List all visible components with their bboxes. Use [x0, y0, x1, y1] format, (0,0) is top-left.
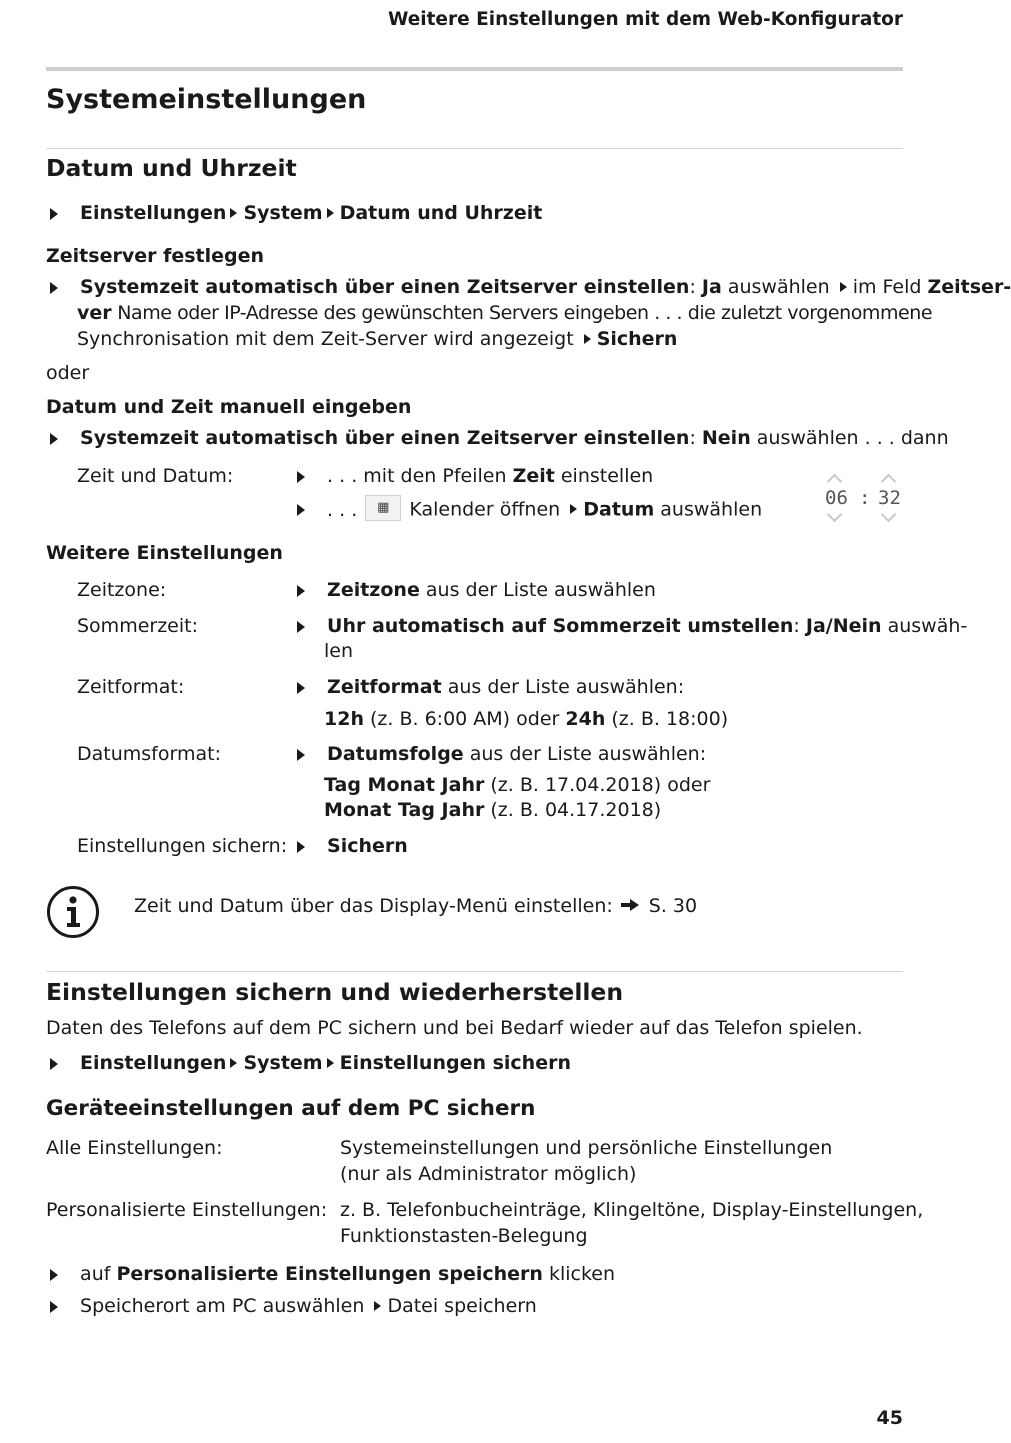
timezone-label: Zeitzone:: [77, 579, 167, 601]
step-bullet-icon: [50, 208, 58, 220]
page-number: 45: [876, 1407, 903, 1429]
timeserver-step-line1: Systemzeit automatisch über einen Zeitserver einstellen: Ja auswählen im Feld Zeitser-: [50, 276, 1011, 298]
time-hours: 06: [825, 487, 848, 509]
info-icon: [46, 885, 94, 933]
nav-path-backup: [50, 1052, 571, 1074]
step-bullet-icon: [297, 621, 305, 633]
path-separator-icon: [230, 1058, 237, 1068]
section-title-datetime: Datum und Uhrzeit: [46, 154, 297, 182]
step-bullet-icon: [50, 282, 58, 294]
step-bullet-icon: [297, 504, 305, 516]
timeformat-label: Zeitformat:: [77, 676, 185, 698]
section-divider: [46, 148, 903, 149]
nav-path-datetime: [50, 202, 542, 224]
step-separator-icon: [584, 334, 591, 344]
minute-down-icon: [881, 507, 897, 523]
step-bullet-icon: [297, 749, 305, 761]
dst-label: Sommerzeit:: [77, 615, 198, 637]
running-header: Weitere Einstellungen mit dem Web-Konfigurator: [387, 9, 903, 30]
reference-arrow-icon: [621, 899, 639, 911]
dateformat-option-1: Tag Monat Jahr (z. B. 17.04.2018) oder: [324, 774, 711, 796]
section-title-backup: Einstellungen sichern und wiederherstellen: [46, 978, 624, 1006]
path-item: Einstellungen: [80, 202, 227, 224]
all-settings-desc-1: Systemeinstellungen und persönliche Einstellungen: [340, 1137, 833, 1159]
all-settings-label: Alle Einstellungen:: [46, 1137, 223, 1159]
time-minutes: 32: [878, 487, 901, 509]
path-separator-icon: [230, 208, 237, 218]
save-settings-step: Sichern: [297, 835, 408, 857]
timeserver-step-line2: ver Name oder IP-Adresse des gewünschten Servers eingeben . . . die zuletzt vorgenommene: [77, 302, 933, 324]
subsection-title-timeserver: Zeitserver festlegen: [46, 245, 265, 267]
step-bullet-icon: [297, 841, 305, 853]
timeserver-step-line3: Synchronisation mit dem Zeit-Server wird angezeigt Sichern: [77, 328, 678, 350]
path-item: Datum und Uhrzeit: [339, 202, 543, 224]
personal-settings-label: Personalisierte Einstellungen:: [46, 1199, 328, 1221]
step-bullet-icon: [297, 682, 305, 694]
path-item: Einstellungen: [80, 1052, 227, 1074]
backup-intro: Daten des Telefons auf dem PC sichern und bei Bedarf wieder auf das Telefon spielen.: [46, 1017, 863, 1039]
time-step: . . . mit den Pfeilen Zeit einstellen: [297, 465, 653, 487]
subsection-title-further: Weitere Einstellungen: [46, 542, 283, 564]
step-bullet-icon: [297, 585, 305, 597]
all-settings-desc-2: (nur als Administrator möglich): [340, 1163, 637, 1185]
step-bullet-icon: [50, 433, 58, 445]
time-separator: :: [859, 487, 871, 509]
backup-step-2: Speicherort am PC auswählen Datei speichern: [50, 1295, 537, 1317]
personal-settings-desc-2: Funktionstasten-Belegung: [340, 1225, 588, 1247]
subsection-title-backup: Geräteeinstellungen auf dem PC sichern: [46, 1096, 536, 1121]
save-settings-label: Einstellungen sichern:: [77, 835, 288, 857]
path-item: System: [243, 202, 323, 224]
step-separator-icon: [570, 504, 577, 514]
subsection-title-manual: Datum und Zeit manuell eingeben: [46, 396, 412, 418]
personal-settings-desc-1: z. B. Telefonbucheinträge, Klingeltöne, Display-Einstellungen,: [340, 1199, 924, 1221]
dst-step-cont: len: [324, 640, 354, 662]
step-bullet-icon: [297, 471, 305, 483]
timeformat-options: 12h (z. B. 6:00 AM) oder 24h (z. B. 18:00): [324, 708, 729, 730]
calendar-icon: ▦: [365, 495, 401, 521]
date-step: . . . ▦ Kalender öffnen Datum auswählen: [297, 497, 762, 523]
backup-step-1: auf Personalisierte Einstellungen speichern klicken: [50, 1263, 615, 1285]
dst-step: Uhr automatisch auf Sommerzeit umstellen: Ja/Nein auswäh-: [297, 615, 967, 637]
page-title: Systemeinstellungen: [46, 84, 367, 115]
section-divider: [46, 971, 903, 972]
path-item: System: [243, 1052, 323, 1074]
or-text: oder: [46, 362, 90, 384]
step-separator-icon: [374, 1301, 381, 1311]
dateformat-label: Datumsformat:: [77, 743, 221, 765]
manual-step: Systemzeit automatisch über einen Zeitserver einstellen: Nein auswählen . . . dann: [50, 427, 949, 449]
step-bullet-icon: [50, 1058, 58, 1070]
dateformat-step: Datumsfolge aus der Liste auswählen:: [297, 743, 706, 765]
info-note: Zeit und Datum über das Display-Menü einstellen: S. 30: [134, 895, 698, 917]
step-separator-icon: [840, 282, 847, 292]
path-item: Einstellungen sichern: [339, 1052, 571, 1074]
timeformat-step: Zeitformat aus der Liste auswählen:: [297, 676, 684, 698]
step-bullet-icon: [50, 1301, 58, 1313]
hour-down-icon: [827, 507, 843, 523]
path-separator-icon: [327, 1058, 334, 1068]
timezone-step: Zeitzone aus der Liste auswählen: [297, 579, 656, 601]
time-date-label: Zeit und Datum:: [77, 465, 234, 487]
header-divider: [46, 67, 903, 71]
step-bullet-icon: [50, 1269, 58, 1281]
dateformat-option-2: Monat Tag Jahr (z. B. 04.17.2018): [324, 799, 662, 821]
path-separator-icon: [327, 208, 334, 218]
